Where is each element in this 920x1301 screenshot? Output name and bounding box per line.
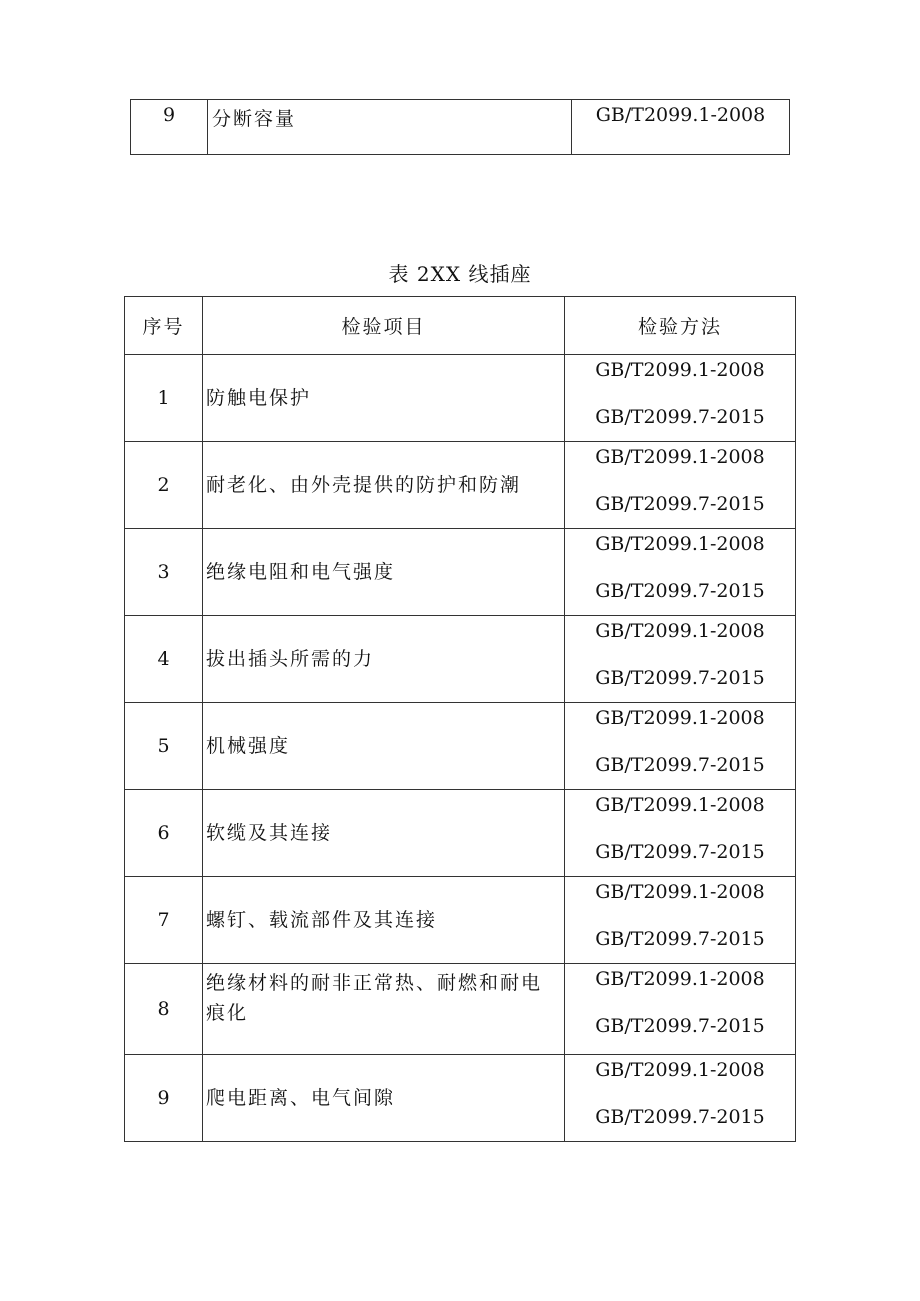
header-item: 检验项目 xyxy=(203,297,565,355)
method-standard: GB/T2099.7-2015 xyxy=(595,1015,765,1037)
method-standard: GB/T2099.7-2015 xyxy=(595,493,765,515)
inspection-method xyxy=(565,964,796,1055)
table-row xyxy=(125,790,796,877)
inspection-item: 绝缘电阻和电气强度 xyxy=(203,529,565,616)
inspection-method xyxy=(565,790,796,877)
inspection-item: 拔出插头所需的力 xyxy=(203,616,565,703)
inspection-method xyxy=(565,616,796,703)
inspection-method xyxy=(565,529,796,616)
method-standard: GB/T2099.7-2015 xyxy=(595,1106,765,1128)
row-number: 1 xyxy=(125,355,203,442)
method-standard: GB/T2099.7-2015 xyxy=(595,841,765,863)
table-row xyxy=(125,355,796,442)
method-standard: GB/T2099.1-2008 xyxy=(595,446,765,468)
method-standard: GB/T2099.1-2008 xyxy=(595,533,765,555)
table-row xyxy=(125,529,796,616)
row-number: 9 xyxy=(125,1055,203,1142)
table-row xyxy=(125,616,796,703)
inspection-method xyxy=(565,703,796,790)
method-standard: GB/T2099.1-2008 xyxy=(595,794,765,816)
method-standard: GB/T2099.7-2015 xyxy=(595,754,765,776)
row-number: 4 xyxy=(125,616,203,703)
table-row xyxy=(125,964,796,1055)
method-standard: GB/T2099.7-2015 xyxy=(595,406,765,428)
table-row xyxy=(125,877,796,964)
inspection-method xyxy=(565,355,796,442)
row-number: 9 xyxy=(131,100,208,155)
inspection-method xyxy=(565,877,796,964)
table-row xyxy=(125,1055,796,1142)
table-row xyxy=(125,703,796,790)
row-number: 5 xyxy=(125,703,203,790)
header-method: 检验方法 xyxy=(565,297,796,355)
method-standard: GB/T2099.1-2008 xyxy=(595,620,765,642)
inspection-item: 防触电保护 xyxy=(203,355,565,442)
table-title: 表 2XX 线插座 xyxy=(388,262,532,286)
method-standard: GB/T2099.1-2008 xyxy=(595,359,765,381)
inspection-item: 机械强度 xyxy=(203,703,565,790)
row-number: 7 xyxy=(125,877,203,964)
method-standard: GB/T2099.1-2008 xyxy=(595,1059,765,1081)
method-standard: GB/T2099.7-2015 xyxy=(595,580,765,602)
inspection-item: 分断容量 xyxy=(208,100,572,155)
table-row xyxy=(125,442,796,529)
previous-table-fragment xyxy=(130,99,790,155)
table-header-row xyxy=(125,297,796,355)
row-number: 8 xyxy=(125,964,203,1055)
header-number: 序号 xyxy=(125,297,203,355)
method-standard: GB/T2099.1-2008 xyxy=(595,968,765,990)
inspection-method: GB/T2099.1-2008 xyxy=(572,100,790,155)
table-row xyxy=(131,100,790,155)
method-standard: GB/T2099.1-2008 xyxy=(595,881,765,903)
inspection-item: 耐老化、由外壳提供的防护和防潮 xyxy=(203,442,565,529)
method-standard: GB/T2099.7-2015 xyxy=(595,928,765,950)
inspection-method xyxy=(565,442,796,529)
inspection-table xyxy=(124,296,796,1142)
inspection-item: 螺钉、载流部件及其连接 xyxy=(203,877,565,964)
row-number: 3 xyxy=(125,529,203,616)
row-number: 2 xyxy=(125,442,203,529)
inspection-item: 绝缘材料的耐非正常热、耐燃和耐电痕化 xyxy=(203,964,565,1055)
row-number: 6 xyxy=(125,790,203,877)
method-standard: GB/T2099.7-2015 xyxy=(595,667,765,689)
method-standard: GB/T2099.1-2008 xyxy=(595,707,765,729)
inspection-item: 软缆及其连接 xyxy=(203,790,565,877)
inspection-method xyxy=(565,1055,796,1142)
inspection-item: 爬电距离、电气间隙 xyxy=(203,1055,565,1142)
